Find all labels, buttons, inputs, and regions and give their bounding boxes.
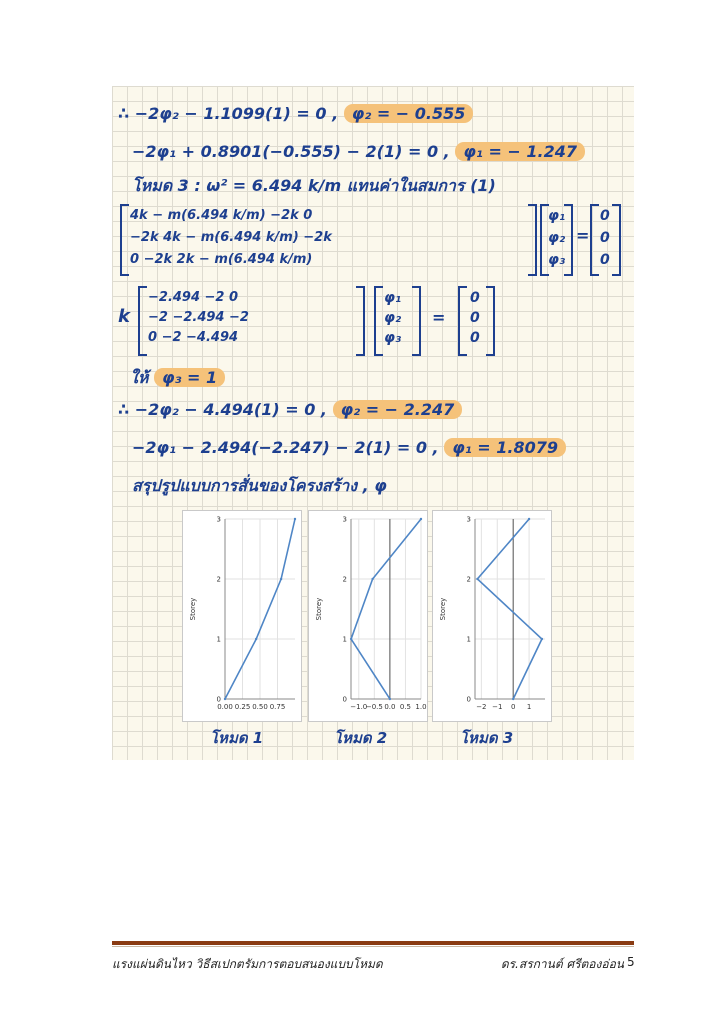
highlighted-result: φ₁ = 1.8079 [444,438,566,457]
mode-shape-line [351,519,421,699]
x-tick-label: −1 [492,703,503,711]
zero-3: 0 [470,330,480,346]
equation-text: ∴ −2φ₂ − 1.1099(1) = 0 , [118,104,339,123]
y-tick-label: 0 [216,695,221,704]
matrix-row-3: 0 −2k 2k − m(6.494 k/m) [130,252,313,267]
mode-2-chart [309,511,427,721]
matrix-row-2: −2k 4k − m(6.494 k/m) −2k [130,230,332,245]
x-tick-label: 0.5 [399,703,412,711]
mode-2-caption: โหมด 2 [334,729,388,747]
mode-1-chart [183,511,301,721]
y-tick-label: 1 [342,635,347,644]
highlighted-result: φ₃ = 1 [154,368,225,387]
vector-bracket-right [564,204,573,276]
y-tick-label: 2 [216,575,221,584]
handwritten-notes [112,86,634,760]
zero-1: 0 [600,208,610,224]
phi-3: φ₃ [548,252,566,268]
matrix-bracket-right [528,204,537,276]
mode-1-plot [182,510,302,722]
y-axis-label: Storey [439,597,447,621]
matrix-bracket-right [356,286,365,356]
zero-vector-bracket-left [458,286,467,356]
data-point [541,638,543,640]
matrix-bracket-left [138,286,147,356]
phi-1: φ₁ [384,290,402,306]
zero-1: 0 [470,290,480,306]
mode-3-heading: โหมด 3 : ω² = 6.494 k/m แทนค่าในสมการ (1) [132,176,496,195]
zero-vector-bracket-left [590,204,599,276]
assumption-line [130,366,225,391]
data-point [512,698,514,700]
phi-3: φ₃ [384,330,402,346]
vector-bracket-right [412,286,421,356]
page-number: 5 [627,955,635,969]
y-axis-label: Storey [189,597,197,621]
phi-2: φ₂ [548,230,566,246]
footer-author: ดร.สรกานต์ ศรีตองอ่อน [500,957,624,971]
equation-text: −2φ₁ − 2.494(−2.247) − 2(1) = 0 , [132,438,439,457]
highlighted-result: φ₁ = − 1.247 [455,142,585,161]
data-point [224,698,226,700]
y-tick-label: 3 [466,515,471,524]
data-point [389,698,391,700]
data-point [476,578,478,580]
x-tick-label: 0.50 [252,703,268,711]
zero-2: 0 [470,310,480,326]
x-tick-label: 0 [510,703,516,711]
equation-text: ∴ −2φ₂ − 4.494(1) = 0 , [118,400,328,419]
phi-2: φ₂ [384,310,402,326]
data-point [280,578,282,580]
y-tick-label: 2 [466,575,471,584]
equation-text: −2φ₁ + 0.8901(−0.555) − 2(1) = 0 , [132,142,450,161]
data-point [350,638,352,640]
zero-3: 0 [600,252,610,268]
zero-2: 0 [600,230,610,246]
footer-title: แรงแผ่นดินไหว วิธีสเปกตรัมการตอบสนองแบบโหมด [112,957,383,971]
y-axis-label: Storey [315,597,323,621]
mode-3-plot [432,510,552,722]
equation-line-7 [132,438,566,457]
matrix-row-2: −2 −2.494 −2 [148,310,249,325]
footer-rule-thin [112,946,634,947]
y-tick-label: 1 [216,635,221,644]
footer-rule [112,941,634,945]
mode-shape-line [477,519,542,699]
y-tick-label: 3 [342,515,347,524]
x-tick-label: 0.25 [234,703,251,711]
equals-sign: = [576,226,590,245]
x-tick-label: 0.00 [217,703,233,711]
zero-vector-bracket-right [486,286,495,356]
matrix-row-1: 4k − m(6.494 k/m) −2k 0 [130,208,313,223]
x-tick-label: 1 [526,703,532,711]
mode-3-caption: โหมด 3 [460,729,514,747]
zero-vector-bracket-right [612,204,621,276]
x-tick-label: −2 [476,703,487,711]
mode-1-caption: โหมด 1 [210,729,264,747]
y-tick-label: 2 [342,575,347,584]
y-tick-label: 3 [216,515,221,524]
data-point [255,638,257,640]
phi-1: φ₁ [548,208,566,224]
equation-line-1 [118,104,473,123]
matrix-row-1: −2.494 −2 0 [148,290,239,305]
highlighted-result: φ₂ = − 2.247 [333,400,463,419]
matrix-bracket-left [120,204,129,276]
mode-2-plot [308,510,428,722]
equals-sign: = [432,308,446,327]
equation-line-2 [132,142,585,161]
data-point [294,518,296,520]
y-tick-label: 1 [466,635,471,644]
summary-line: สรุปรูปแบบการสั่นของโครงสร้าง , φ [132,476,387,495]
mode-3-chart [433,511,551,721]
data-point [528,518,530,520]
let-text: ให้ [130,368,149,387]
highlighted-result: φ₂ = − 0.555 [344,104,474,123]
data-point [420,518,422,520]
vector-bracket-left [374,286,383,356]
matrix-row-3: 0 −2 −4.494 [148,330,239,345]
y-tick-label: 0 [466,695,471,704]
x-tick-label: −1.0 [350,703,368,711]
k-factor: k [118,306,130,327]
x-tick-label: 0.0 [384,703,396,711]
x-tick-label: −0.5 [365,703,383,711]
equation-line-6 [118,400,462,419]
x-tick-label: 0.75 [269,703,286,711]
y-tick-label: 0 [342,695,347,704]
x-tick-label: 1.0 [415,703,427,711]
data-point [371,578,373,580]
